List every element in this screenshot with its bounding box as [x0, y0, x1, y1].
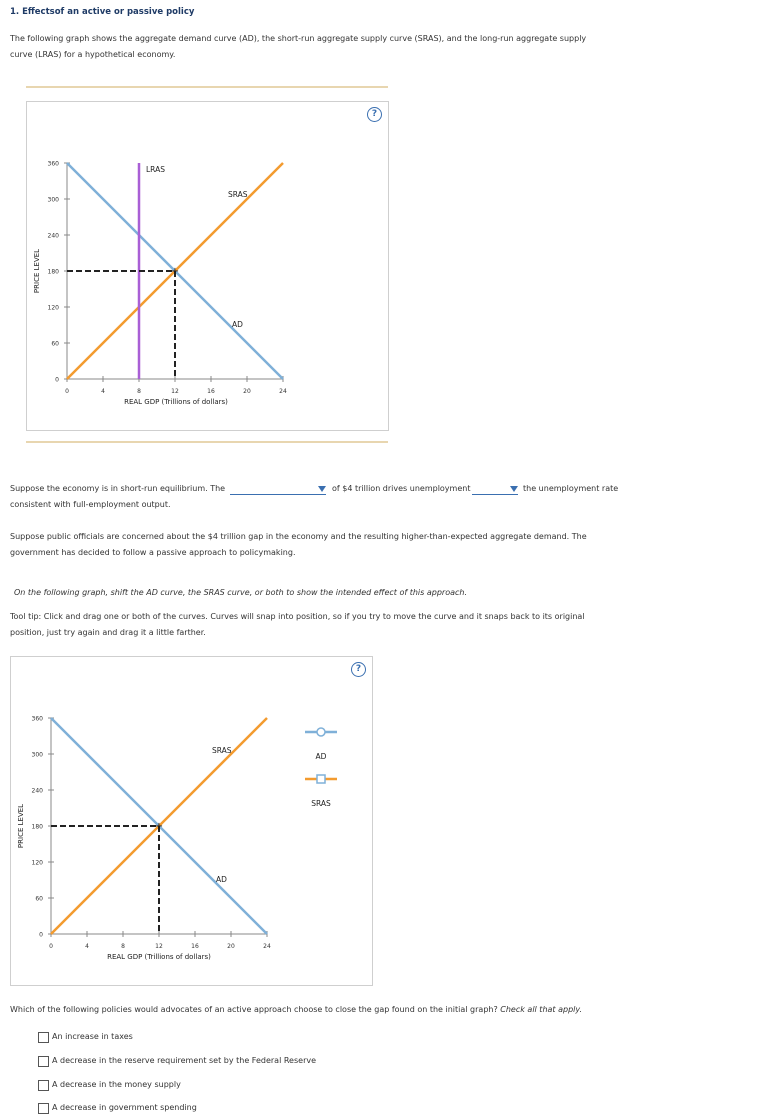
intro-line-2: curve (LRAS) for a hypothetical economy. — [10, 50, 176, 59]
graph2-y-tick-label: 240 — [31, 787, 43, 795]
option-label-decrease-government-spending: A decrease in government spending — [52, 1103, 197, 1112]
sentence1-part1: Suppose the economy is in short-run equilibrium. The — [10, 484, 226, 493]
sentence1-part2: of $4 trillion drives unemployment — [332, 484, 471, 493]
tooltip-line1: Tool tip: Click and drag one or both of the curves. Curves will snap into position, so if you try to move the curve and it snaps back to its original — [10, 612, 585, 621]
sentence1-part4: consistent with full-employment output. — [10, 500, 171, 509]
graph2-equilibrium-marker: + — [154, 821, 164, 832]
checkbox-decrease-reserve-requirement[interactable] — [38, 1056, 49, 1067]
graph1-lras-label: LRAS — [146, 165, 165, 174]
sentence1-part3: the unemployment rate — [523, 484, 619, 493]
instruction: On the following graph, shift the AD curve, the SRAS curve, or both to show the intended effect of this approach. — [14, 588, 468, 597]
graph2-y-tick-label: 360 — [31, 715, 43, 723]
question2-prompt-text: Which of the following policies would advocates of an active approach choose to close the gap found on the initial graph? — [10, 1005, 498, 1014]
graph2-y-tick-label: 300 — [31, 751, 43, 759]
checkbox-increase-taxes[interactable] — [38, 1032, 49, 1043]
graph1-y-tick-label: 0 — [55, 376, 59, 384]
question2-prompt — [10, 1002, 582, 1018]
graph2-x-axis-label: REAL GDP (Trillions of dollars) — [107, 953, 211, 961]
option-label-increase-taxes: An increase in taxes — [52, 1032, 133, 1041]
graph2-y-tick-label: 180 — [31, 823, 43, 831]
graph1-equilibrium-marker: + — [170, 266, 180, 277]
graph1-y-tick-label: 60 — [51, 340, 59, 348]
legend-sras-tool[interactable] — [305, 775, 337, 783]
graph1-y-tick-label: 300 — [47, 196, 59, 204]
square-handle-icon — [317, 775, 325, 783]
help-icon[interactable]: ? — [367, 107, 382, 122]
graph1-x-tick-label: 8 — [137, 388, 141, 395]
legend-ad-label: AD — [315, 752, 327, 761]
legend-ad-tool[interactable] — [305, 728, 337, 736]
graph1-x-tick-label: 4 — [101, 388, 105, 395]
graph2-x-tick-label: 4 — [85, 943, 89, 950]
checkbox-decrease-money-supply[interactable] — [38, 1080, 49, 1091]
graph1-y-tick-label: 240 — [47, 232, 59, 240]
option-label-decrease-reserve-requirement: A decrease in the reserve requirement set by the Federal Reserve — [52, 1056, 317, 1065]
legend-sras-label: SRAS — [311, 799, 331, 808]
paragraph2-line2: government has decided to follow a passive approach to policymaking. — [10, 548, 296, 557]
graph1-x-tick-label: 24 — [279, 388, 287, 395]
question2-prompt-emphasis: Check all that apply. — [500, 1005, 583, 1014]
graph2-y-axis-label: PRICE LEVEL — [17, 803, 25, 849]
checkbox-decrease-government-spending[interactable] — [38, 1103, 49, 1114]
graph1-y-tick-label: 180 — [47, 268, 59, 276]
tooltip-line2: position, just try again and drag it a little farther. — [10, 628, 206, 637]
graph2-x-tick-label: 8 — [121, 943, 125, 950]
graph2-x-tick-label: 24 — [263, 943, 271, 950]
graph1-y-axis-label: PRICE LEVEL — [33, 248, 41, 294]
graph2-x-tick-label: 12 — [155, 943, 163, 950]
help-icon[interactable]: ? — [351, 662, 366, 677]
circle-handle-icon — [317, 728, 325, 736]
graph1-ad-label: AD — [232, 320, 243, 329]
graph1-x-tick-label: 16 — [207, 388, 215, 395]
paragraph2-line1: Suppose public officials are concerned about the $4 trillion gap in the economy and the resulting higher-than-expected aggregate demand. The — [10, 532, 587, 541]
question-title: 1. Effectsof an active or passive policy — [10, 7, 195, 17]
graph2-sras-label: SRAS — [212, 746, 232, 755]
graph1-x-tick-label: 12 — [171, 388, 179, 395]
graph1-y-tick-label: 120 — [47, 304, 59, 312]
intro-line-1: The following graph shows the aggregate demand curve (AD), the short-run aggregate supply curve (SRAS), and the long-run aggregate supply — [10, 34, 587, 43]
graph1-x-tick-label: 0 — [65, 388, 69, 395]
option-label-decrease-money-supply: A decrease in the money supply — [52, 1080, 181, 1089]
graph2-y-tick-label: 60 — [35, 895, 43, 903]
graph2-x-tick-label: 16 — [191, 943, 199, 950]
graph1-y-tick-label: 360 — [47, 160, 59, 168]
graph2-ad-label: AD — [216, 875, 227, 884]
graph1-x-axis-label: REAL GDP (Trillions of dollars) — [124, 398, 228, 406]
graph1-x-tick-label: 20 — [243, 388, 251, 395]
graph2-y-tick-label: 120 — [31, 859, 43, 867]
graph2-x-tick-label: 0 — [49, 943, 53, 950]
graph1-sras-label: SRAS — [228, 190, 248, 199]
graph2-x-tick-label: 20 — [227, 943, 235, 950]
graph2-y-tick-label: 0 — [39, 931, 43, 939]
